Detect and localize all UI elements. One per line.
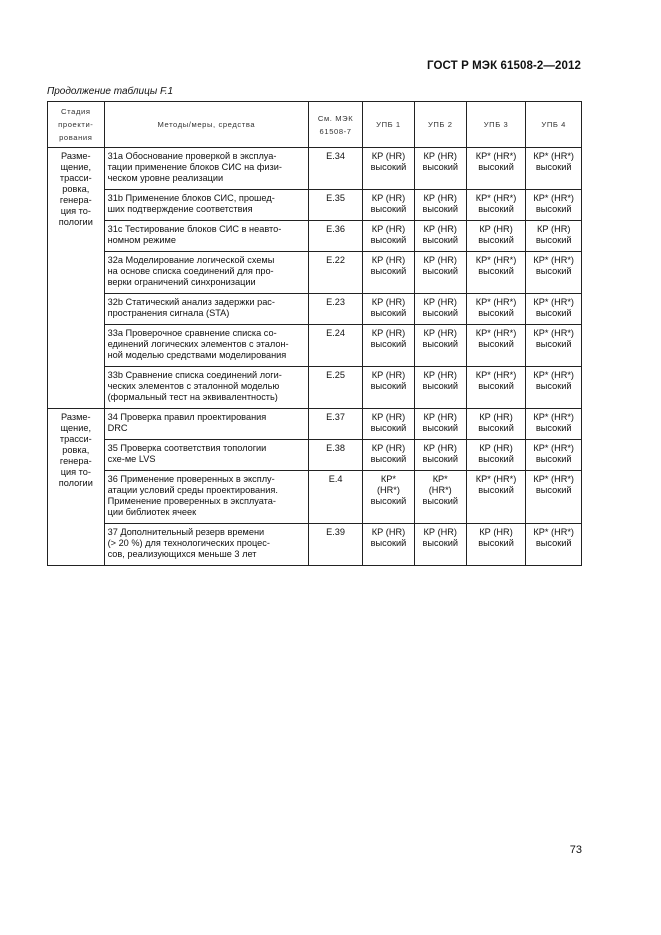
method-cell (104, 252, 309, 294)
table-row (48, 440, 582, 471)
cell-text-line: КР (HR) (371, 527, 406, 537)
cell-text-line: высокий (422, 423, 459, 433)
method-cell (104, 148, 309, 190)
upb2-cell (414, 440, 466, 471)
cell-text-line: КР (HR) (537, 224, 571, 234)
cell-text-line: 34 Проверка правил проектирования (107, 412, 267, 422)
cell-text-line: КР (HR) (371, 151, 406, 161)
cell-text-line: тации применение блоков СИС на физи- (107, 162, 282, 172)
upb1-cell (363, 325, 415, 367)
reference-cell: E.24 (309, 325, 363, 367)
cell-text-line: 35 Проверка соответствия топологии (107, 443, 267, 453)
cell-text-line: высокий (535, 162, 572, 172)
upb1-cell (363, 409, 415, 440)
cell-text-line: КР (HR) (423, 151, 457, 161)
cell-text-line: ция то- (60, 467, 91, 477)
cell-text-line: высокий (478, 204, 514, 214)
reference-cell: E.35 (309, 190, 363, 221)
cell-text-line: высокий (370, 454, 407, 464)
upb1-cell (363, 471, 415, 524)
method-cell (104, 409, 309, 440)
column-header-upb1 (363, 102, 415, 148)
cell-text-line: высокий (370, 339, 407, 349)
cell-text-line: высокий (478, 485, 514, 495)
upb2-cell (414, 524, 466, 566)
cell-text-line: КР (HR) (371, 443, 406, 453)
upb4-cell (526, 367, 582, 409)
cell-text-line: высокий (478, 162, 514, 172)
cell-text-line: генера- (59, 456, 92, 466)
upb2-cell (414, 221, 466, 252)
upb3-cell (466, 440, 526, 471)
upb1-cell (363, 252, 415, 294)
cell-text-line: КР (HR) (423, 443, 457, 453)
cell-text-line: КР (HR) (371, 255, 406, 265)
upb4-cell (526, 440, 582, 471)
upb3-cell (466, 148, 526, 190)
cell-text-line: проекти- (58, 120, 94, 129)
cell-text-line: КР* (HR*) (475, 328, 517, 338)
cell-text-line: высокий (422, 538, 459, 548)
cell-text-line: 32а Моделирование логической схемы (107, 255, 275, 265)
cell-text-line: КР* (380, 474, 396, 484)
upb4-cell (526, 221, 582, 252)
cell-text-line: КР (HR) (423, 255, 457, 265)
cell-text-line: (> 20 %) для технологических процес- (107, 538, 270, 548)
cell-text-line: Стадия (61, 107, 91, 116)
column-header-upb3 (466, 102, 526, 148)
cell-text-line: высокий (370, 308, 407, 318)
cell-text-line: DRC (107, 423, 128, 433)
cell-text-line: сов, реализующихся меньше 3 лет (107, 549, 257, 559)
cell-text-line: пологии (58, 217, 93, 227)
cell-text-line: высокий (422, 381, 459, 391)
cell-text-line: высокий (535, 538, 572, 548)
cell-text-line: ческом уровне реализации (107, 173, 224, 183)
cell-text-line: УПБ 1 (376, 120, 401, 129)
upb3-cell (466, 221, 526, 252)
cell-text-line: высокий (535, 339, 572, 349)
table-row (48, 294, 582, 325)
cell-text-line: номном режиме (107, 235, 176, 245)
reference-cell: E.23 (309, 294, 363, 325)
cell-text-line: высокий (535, 485, 572, 495)
cell-text-line: КР* (HR*) (475, 151, 517, 161)
cell-text-line: КР* (HR*) (533, 527, 574, 537)
cell-text-line: КР* (HR*) (533, 255, 574, 265)
cell-text-line: высокий (422, 454, 459, 464)
cell-text-line: (HR*) (376, 485, 400, 495)
cell-text-line: высокий (370, 204, 407, 214)
cell-text-line: высокий (370, 381, 407, 391)
upb4-cell (526, 325, 582, 367)
table-row (48, 367, 582, 409)
cell-text-line: КР* (HR*) (533, 443, 574, 453)
cell-text-line: КР (HR) (479, 412, 513, 422)
cell-text-line: КР* (HR*) (475, 297, 517, 307)
upb4-cell (526, 409, 582, 440)
cell-text-line: КР* (HR*) (533, 370, 574, 380)
upb2-cell (414, 409, 466, 440)
cell-text-line: Применение проверенных в эксплуата- (107, 496, 276, 506)
upb2-cell (414, 294, 466, 325)
cell-text-line: высокий (478, 235, 514, 245)
cell-text-line: КР* (HR*) (533, 151, 574, 161)
cell-text-line: 33а Проверочное сравнение списка со- (107, 328, 277, 338)
upb3-cell (466, 252, 526, 294)
cell-text-line: (формальный тест на эквивалентность) (107, 392, 278, 402)
upb4-cell (526, 148, 582, 190)
cell-text-line: высокий (422, 235, 459, 245)
column-header-reference (309, 102, 363, 148)
cell-text-line: КР (HR) (423, 297, 457, 307)
cell-text-line: высокий (422, 496, 459, 506)
upb2-cell (414, 471, 466, 524)
cell-text-line: КР* (HR*) (475, 370, 517, 380)
upb3-cell (466, 367, 526, 409)
cell-text-line: ших подтверждение соответствия (107, 204, 253, 214)
cell-text-line: ция то- (60, 206, 91, 216)
cell-text-line: ровка, (62, 184, 90, 194)
upb4-cell (526, 471, 582, 524)
header-row (48, 102, 582, 148)
cell-text-line: КР* (HR*) (475, 474, 517, 484)
method-cell (104, 325, 309, 367)
cell-text-line: КР (HR) (423, 328, 457, 338)
cell-text-line: высокий (535, 381, 572, 391)
cell-text-line: 36 Применение проверенных в эксплу- (107, 474, 275, 484)
cell-text-line: высокий (478, 454, 514, 464)
upb2-cell (414, 325, 466, 367)
upb1-cell (363, 524, 415, 566)
reference-cell: E.38 (309, 440, 363, 471)
column-header-upb4 (526, 102, 582, 148)
cell-text-line: КР (HR) (423, 193, 457, 203)
page-number: 73 (569, 844, 582, 856)
table-row (48, 221, 582, 252)
upb4-cell (526, 190, 582, 221)
reference-cell: E.22 (309, 252, 363, 294)
cell-text-line: высокий (370, 496, 407, 506)
cell-text-line: КР* (HR*) (533, 412, 574, 422)
cell-text-line: высокий (478, 538, 514, 548)
cell-text-line: КР (HR) (479, 224, 513, 234)
cell-text-line: КР* (HR*) (475, 193, 517, 203)
cell-text-line: 33b Сравнение списка соединений логи- (107, 370, 282, 380)
methods-table (47, 101, 582, 566)
cell-text-line: КР* (HR*) (533, 193, 574, 203)
reference-cell: E.4 (309, 471, 363, 524)
cell-text-line: на основе списка соединений для про- (107, 266, 274, 276)
upb3-cell (466, 325, 526, 367)
reference-cell: E.39 (309, 524, 363, 566)
upb4-cell (526, 524, 582, 566)
cell-text-line: высокий (478, 423, 514, 433)
method-cell (104, 524, 309, 566)
upb1-cell (363, 148, 415, 190)
cell-text-line: верки ограничений синхронизации (107, 277, 256, 287)
cell-text-line: высокий (478, 381, 514, 391)
cell-text-line: ной моделью средствами моделирования (107, 350, 287, 360)
cell-text-line: КР (HR) (371, 297, 406, 307)
cell-text-line: высокий (422, 162, 459, 172)
method-cell (104, 440, 309, 471)
cell-text-line: Методы/меры, средства (157, 120, 256, 129)
cell-text-line: КР (HR) (479, 443, 513, 453)
upb1-cell (363, 367, 415, 409)
table-caption: Продолжение таблицы F.1 (47, 86, 174, 97)
cell-text-line: КР* (HR*) (533, 297, 574, 307)
cell-text-line: высокий (478, 308, 514, 318)
cell-text-line: высокий (370, 235, 407, 245)
cell-text-line: КР (HR) (423, 412, 457, 422)
table-row (48, 252, 582, 294)
cell-text-line: КР (HR) (479, 527, 513, 537)
cell-text-line: КР (HR) (371, 412, 406, 422)
table-body (48, 148, 582, 566)
cell-text-line: КР (HR) (423, 527, 457, 537)
cell-text-line: ровка, (62, 445, 90, 455)
upb1-cell (363, 294, 415, 325)
cell-text-line: КР* (HR*) (533, 328, 574, 338)
cell-text-line: высокий (422, 308, 459, 318)
cell-text-line: См. МЭК (317, 113, 354, 123)
upb3-cell (466, 190, 526, 221)
cell-text-line: 31с Тестирование блоков СИС в неавто- (107, 224, 282, 234)
upb2-cell (414, 190, 466, 221)
cell-text-line: КР (HR) (423, 224, 457, 234)
upb1-cell (363, 190, 415, 221)
table-row (48, 148, 582, 190)
cell-text-line: КР* (HR*) (533, 474, 574, 484)
reference-cell: E.34 (309, 148, 363, 190)
cell-text-line: 31а Обоснование проверкой в эксплуа- (107, 151, 277, 161)
cell-text-line: высокий (422, 339, 459, 349)
column-header-stage (48, 102, 105, 148)
cell-text-line: КР (HR) (371, 193, 406, 203)
table-row (48, 524, 582, 566)
cell-text-line: высокий (535, 423, 572, 433)
cell-text-line: высокий (478, 266, 514, 276)
cell-text-line: (HR*) (428, 485, 452, 495)
upb1-cell (363, 221, 415, 252)
table-row (48, 471, 582, 524)
cell-text-line: 32b Статический анализ задержки рас- (107, 297, 275, 307)
cell-text-line: высокий (535, 204, 572, 214)
cell-text-line: высокий (370, 423, 407, 433)
upb3-cell (466, 471, 526, 524)
cell-text-line: КР (HR) (371, 328, 406, 338)
cell-text-line: высокий (370, 538, 407, 548)
method-cell (104, 221, 309, 252)
cell-text-line: щение, (60, 423, 92, 433)
cell-text-line: 61508-7 (319, 126, 352, 136)
method-cell (104, 190, 309, 221)
cell-text-line: пологии (58, 478, 93, 488)
upb3-cell (466, 524, 526, 566)
standard-header: ГОСТ Р МЭК 61508-2—2012 (427, 60, 581, 72)
cell-text-line: высокий (370, 162, 407, 172)
cell-text-line: Разме- (61, 412, 91, 422)
upb3-cell (466, 294, 526, 325)
cell-text-line: 37 Дополнительный резерв времени (107, 527, 265, 537)
table-row (48, 190, 582, 221)
reference-cell: E.37 (309, 409, 363, 440)
reference-cell: E.25 (309, 367, 363, 409)
cell-text-line: высокий (478, 339, 514, 349)
method-cell (104, 367, 309, 409)
upb2-cell (414, 367, 466, 409)
stage-cell (48, 148, 105, 409)
method-cell (104, 294, 309, 325)
upb3-cell (466, 409, 526, 440)
cell-text-line: КР (HR) (371, 224, 406, 234)
cell-text-line: высокий (535, 266, 572, 276)
cell-text-line: КР* (432, 474, 448, 484)
cell-text-line: ции библиотек ячеек (107, 507, 197, 517)
cell-text-line: высокий (535, 235, 572, 245)
cell-text-line: схе-ме LVS (107, 454, 156, 464)
cell-text-line: рования (59, 133, 93, 142)
column-header-upb2 (414, 102, 466, 148)
table-row (48, 409, 582, 440)
cell-text-line: щение, (60, 162, 92, 172)
cell-text-line: Разме- (61, 151, 91, 161)
column-header-methods (104, 102, 309, 148)
method-cell (104, 471, 309, 524)
cell-text-line: КР (HR) (371, 370, 406, 380)
stage-cell (48, 409, 105, 566)
cell-text-line: ческих элементов с эталонной моделью (107, 381, 280, 391)
cell-text-line: высокий (535, 308, 572, 318)
cell-text-line: УПБ 4 (541, 120, 567, 129)
cell-text-line: УПБ 2 (427, 120, 453, 129)
upb2-cell (414, 148, 466, 190)
upb4-cell (526, 252, 582, 294)
cell-text-line: 31b Применение блоков СИС, прошед- (107, 193, 275, 203)
upb4-cell (526, 294, 582, 325)
cell-text-line: трасси- (59, 173, 92, 183)
cell-text-line: высокий (422, 266, 459, 276)
reference-cell: E.36 (309, 221, 363, 252)
cell-text-line: высокий (535, 454, 572, 464)
cell-text-line: КР (HR) (423, 370, 457, 380)
cell-text-line: КР* (HR*) (475, 255, 517, 265)
cell-text-line: единений логических элементов с эталон- (107, 339, 289, 349)
cell-text-line: пространения сигнала (STA) (107, 308, 230, 318)
cell-text-line: атации условий среды проектирования. (107, 485, 278, 495)
cell-text-line: высокий (422, 204, 459, 214)
cell-text-line: высокий (370, 266, 407, 276)
cell-text-line: трасси- (59, 434, 92, 444)
cell-text-line: генера- (59, 195, 92, 205)
upb2-cell (414, 252, 466, 294)
upb1-cell (363, 440, 415, 471)
cell-text-line: УПБ 3 (483, 120, 509, 129)
table-row (48, 325, 582, 367)
